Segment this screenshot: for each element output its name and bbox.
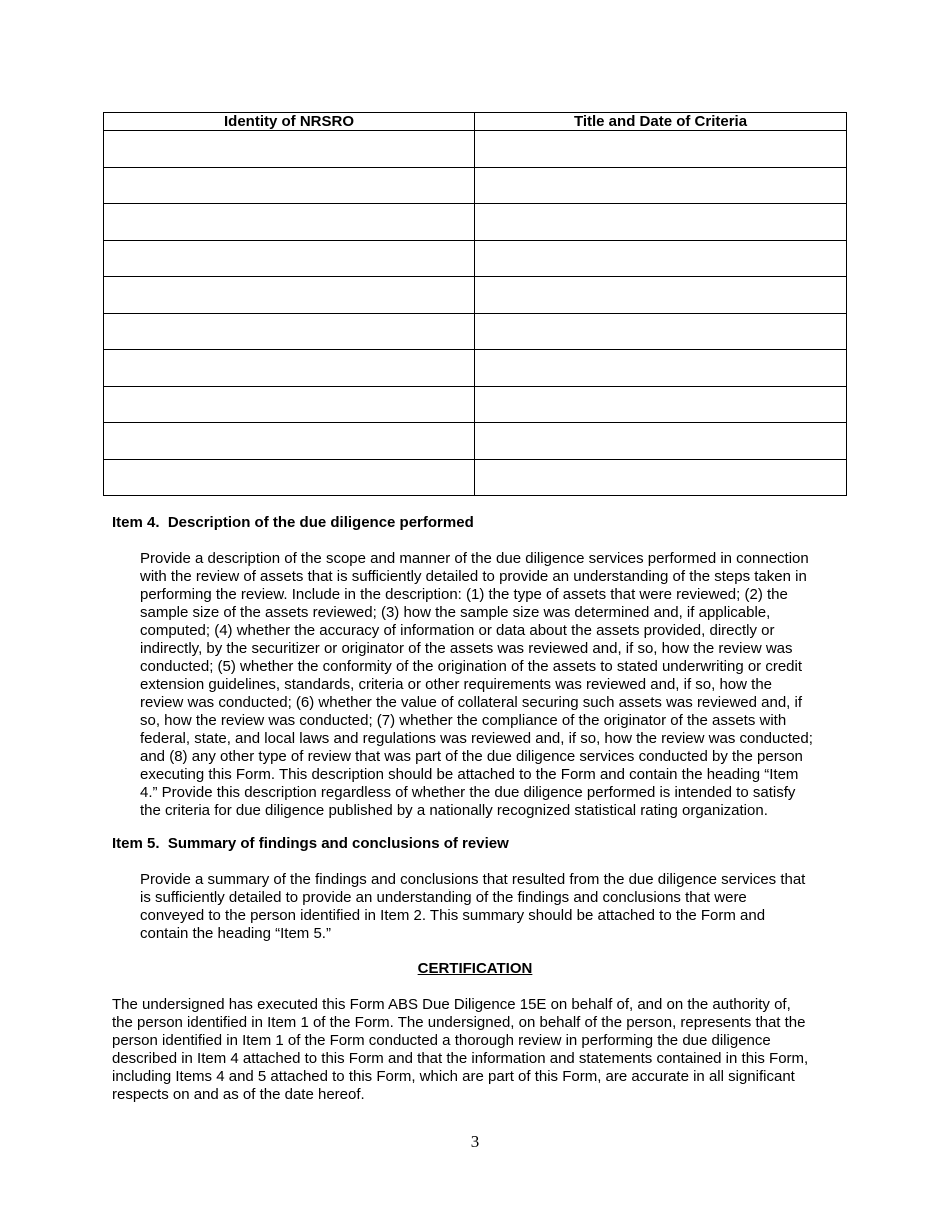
table-row <box>104 386 847 423</box>
identity-cell <box>104 277 475 314</box>
item4-line: review was conducted; (6) whether the value of collateral securing such assets was reviewed and, if <box>140 694 802 711</box>
item4-line: sample size of the assets reviewed; (3) how the sample size was determined and, if applicable, <box>140 604 771 621</box>
identity-cell <box>104 313 475 350</box>
table-row <box>104 204 847 241</box>
certification-line: respects on and as of the date hereof. <box>112 1086 365 1103</box>
criteria-cell <box>475 204 847 241</box>
item5-summary <box>140 871 840 943</box>
item4-line: the criteria for due diligence published by a nationally recognized statistical rating organization. <box>140 802 768 819</box>
item4-description <box>140 550 840 820</box>
certification-line: including Items 4 and 5 attached to this Form, which are part of this Form, are accurate in all significant <box>112 1068 795 1085</box>
identity-cell <box>104 167 475 204</box>
identity-cell <box>104 204 475 241</box>
certification-heading: CERTIFICATION <box>417 960 533 977</box>
item4-line: performing the review. Include in the description: (1) the type of assets that were reviewed; (2) the <box>140 586 788 603</box>
item4-line: indirectly, by the securitizer or originator of the assets was reviewed and, if so, how the review was <box>140 640 793 657</box>
table-row <box>104 131 847 168</box>
item4-line: 4.” Provide this description regardless of whether the due diligence performed is intended to satisfy <box>140 784 796 801</box>
item5-heading: Item 5. Summary of findings and conclusions of review <box>112 835 509 852</box>
table-row <box>104 240 847 277</box>
table-row <box>104 423 847 460</box>
criteria-cell <box>475 167 847 204</box>
criteria-cell <box>475 277 847 314</box>
certification-line: the person identified in Item 1 of the Form. The undersigned, on behalf of the person, represents that the <box>112 1014 806 1031</box>
identity-cell <box>104 386 475 423</box>
item4-line: Provide a description of the scope and manner of the due diligence services performed in connection <box>140 550 809 567</box>
item4-line: extension guidelines, standards, criteria or other requirements was reviewed and, if so, how the <box>140 676 772 693</box>
header-title-and-date-of-criteria: Title and Date of Criteria <box>475 113 847 131</box>
criteria-cell <box>475 386 847 423</box>
table-header-row <box>104 113 847 131</box>
item4-line: and (8) any other type of review that was part of the due diligence services conducted by the person <box>140 748 803 765</box>
item5-line: conveyed to the person identified in Item 2. This summary should be attached to the Form and <box>140 907 766 924</box>
criteria-cell <box>475 240 847 277</box>
item4-line: computed; (4) whether the accuracy of information or data about the assets provided, directly or <box>140 622 775 639</box>
table-row <box>104 167 847 204</box>
table-row <box>104 350 847 387</box>
criteria-cell <box>475 423 847 460</box>
identity-cell <box>104 131 475 168</box>
identity-cell <box>104 423 475 460</box>
identity-cell <box>104 240 475 277</box>
table-row <box>104 459 847 496</box>
criteria-cell <box>475 131 847 168</box>
nrsro-criteria-table <box>103 112 847 496</box>
item5-line: Provide a summary of the findings and conclusions that resulted from the due diligence services that <box>140 871 806 888</box>
item4-heading: Item 4. Description of the due diligence performed <box>112 514 474 531</box>
certification-text <box>112 996 842 1104</box>
item4-line: so, how the review was conducted; (7) whether the compliance of the originator of the assets with <box>140 712 787 729</box>
table-row <box>104 277 847 314</box>
page-number: 3 <box>470 1132 480 1151</box>
item4-line: executing this Form. This description should be attached to the Form and contain the heading “Item <box>140 766 799 783</box>
item5-line: contain the heading “Item 5.” <box>140 925 331 942</box>
table-row <box>104 313 847 350</box>
certification-line: described in Item 4 attached to this Form and that the information and statements contained in this Form, <box>112 1050 809 1067</box>
certification-line: The undersigned has executed this Form ABS Due Diligence 15E on behalf of, and on the authority of, <box>112 996 791 1013</box>
item4-line: conducted; (5) whether the conformity of the origination of the assets to stated underwriting or credit <box>140 658 803 675</box>
identity-cell <box>104 350 475 387</box>
criteria-cell <box>475 350 847 387</box>
certification-line: person identified in Item 1 of the Form conducted a thorough review in performing the due diligence <box>112 1032 771 1049</box>
item5-line: is sufficiently detailed to provide an understanding of the findings and conclusions that were <box>140 889 747 906</box>
criteria-cell <box>475 313 847 350</box>
criteria-cell <box>475 459 847 496</box>
item4-line: federal, state, and local laws and regulations was reviewed and, if so, how the review was conducted; <box>140 730 813 747</box>
item4-line: with the review of assets that is sufficiently detailed to provide an understanding of the steps taken in <box>140 568 807 585</box>
header-identity-of-nrsro: Identity of NRSRO <box>104 113 475 131</box>
identity-cell <box>104 459 475 496</box>
